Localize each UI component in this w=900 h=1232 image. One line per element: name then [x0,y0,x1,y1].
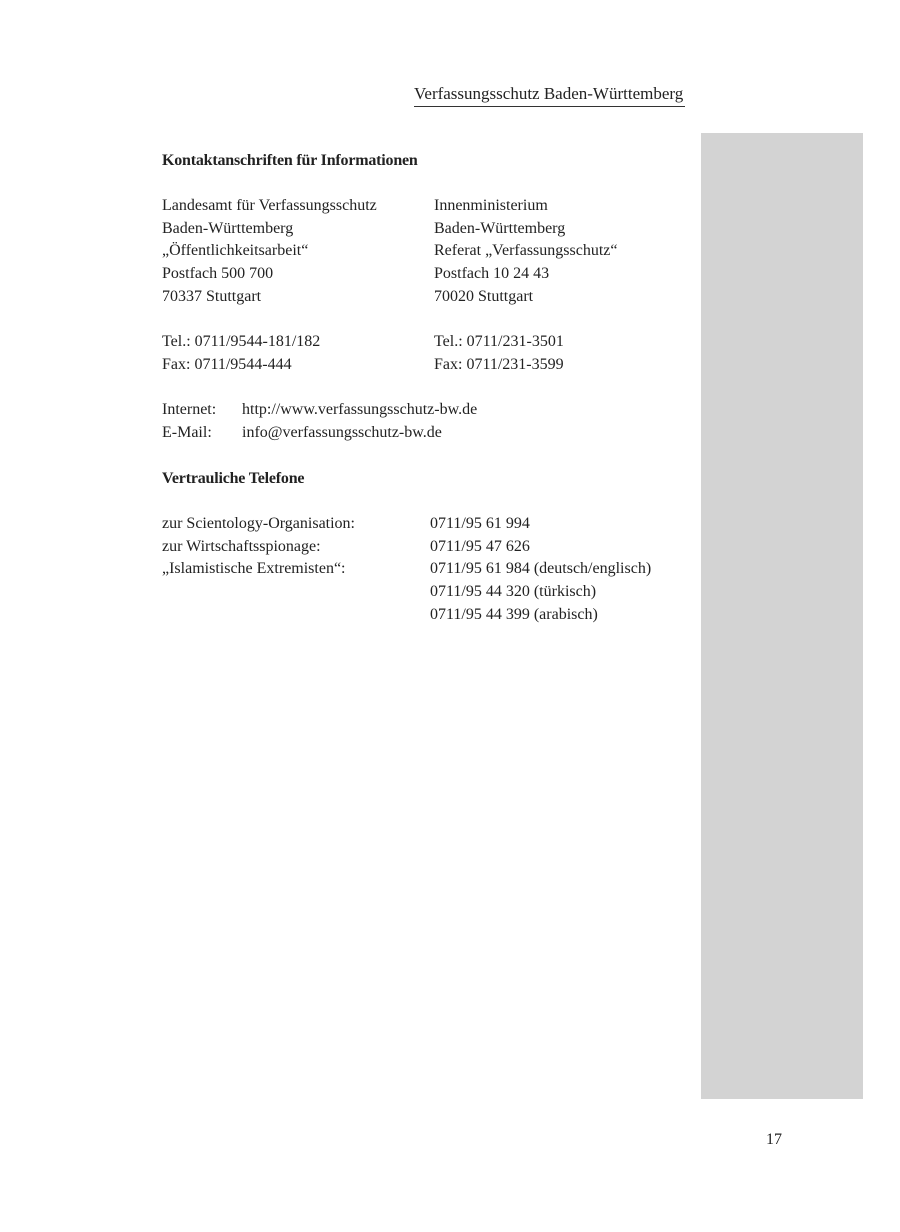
address-line: Referat „Verfassungsschutz“ [434,242,618,260]
address-line: 70337 Stuttgart [162,287,262,305]
address-line: „Öffentlichkeitsarbeit“ [162,242,309,260]
page-number: 17 [766,1131,782,1148]
side-bar [701,133,863,1099]
internet-link[interactable]: http://www.verfassungsschutz-bw.de [242,401,478,418]
internet-label: Internet: [162,401,217,418]
phone-number: 0711/95 47 626 [430,537,530,555]
contacts-heading: Kontaktanschriften für Informationen [162,152,418,169]
phone-topic [162,581,430,604]
fax-line: Fax: 0711/231-3599 [434,355,564,373]
phone-topic [162,604,430,627]
list-item [162,558,651,581]
confidential-heading: Vertrauliche Telefone [162,470,305,487]
web-contact [162,399,477,444]
phone-ministry [434,331,564,376]
address-line: Innenministerium [434,197,548,214]
address-line: 70020 Stuttgart [434,287,534,305]
phone-topic: „Islamistische Extremisten“: [162,560,346,578]
address-line: Postfach 500 700 [162,265,274,283]
phone-number: 0711/95 61 994 [430,515,530,532]
email-row [162,422,477,445]
phone-number: 0711/95 44 399 (arabisch) [430,605,598,623]
list-item [162,536,651,559]
list-item [162,581,651,604]
phone-line: Tel.: 0711/231-3501 [434,333,564,350]
address-line: Landesamt für Verfassungsschutz [162,197,377,214]
phone-line: Tel.: 0711/9544-181/182 [162,333,321,350]
phone-state-office [162,331,320,376]
email-label: E-Mail: [162,423,212,441]
list-item [162,604,651,627]
confidential-phone-list [162,513,651,626]
list-item [162,513,651,536]
internet-row [162,399,477,422]
address-state-office [162,195,377,308]
phone-number: 0711/95 44 320 (türkisch) [430,583,597,601]
fax-line: Fax: 0711/9544-444 [162,355,292,373]
phone-topic: zur Wirtschaftsspionage: [162,537,321,555]
address-line: Baden-Württemberg [434,219,566,237]
email-link[interactable]: info@verfassungsschutz-bw.de [242,423,442,441]
running-header: Verfassungsschutz Baden-Württemberg [414,84,685,107]
address-ministry [434,195,617,308]
phone-topic: zur Scientology-Organisation: [162,515,355,532]
address-line: Baden-Württemberg [162,219,294,237]
address-line: Postfach 10 24 43 [434,265,550,283]
phone-number: 0711/95 61 984 (deutsch/englisch) [430,560,652,578]
